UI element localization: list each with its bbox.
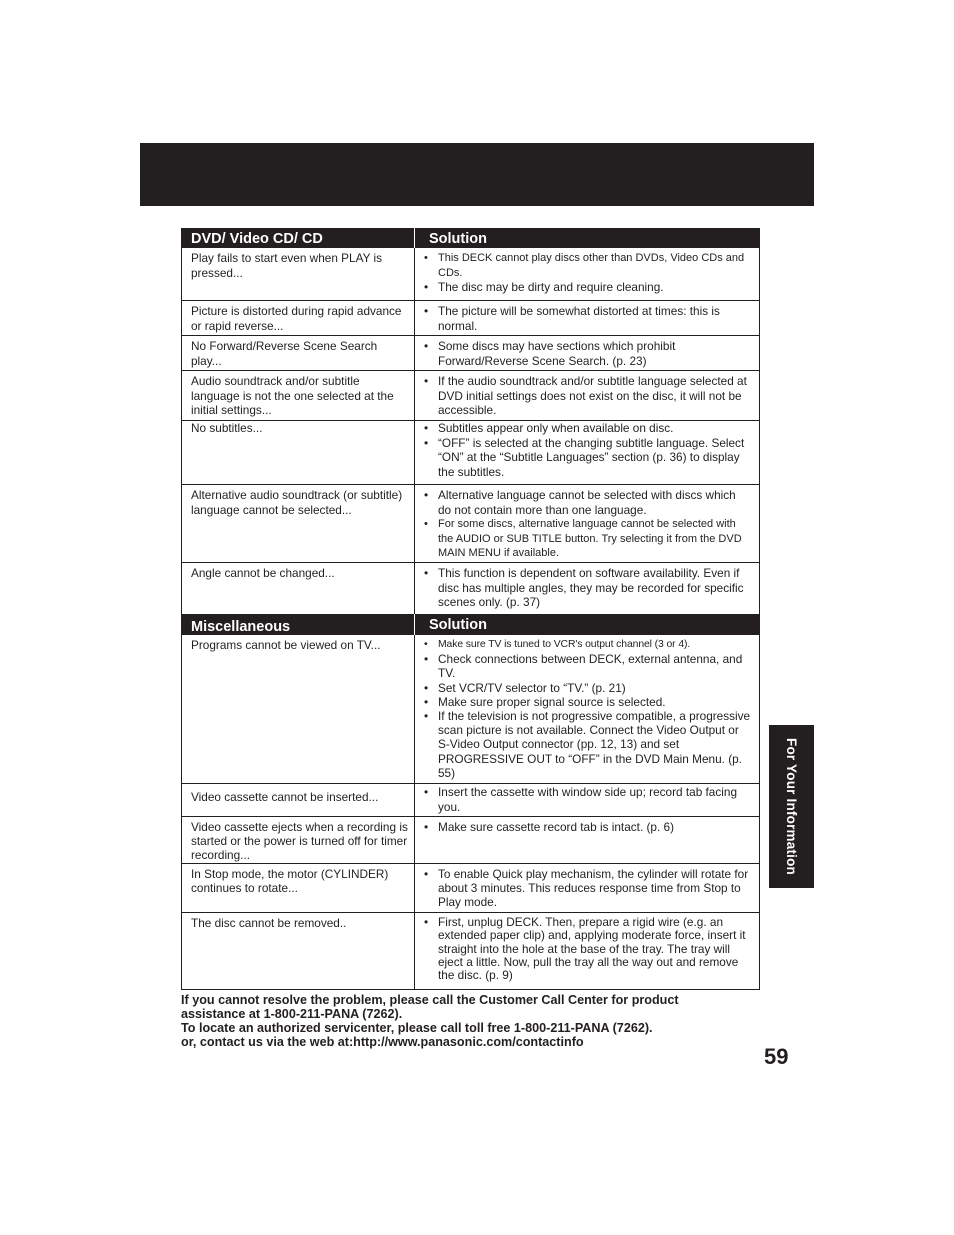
problem-cell: No Forward/Reverse Scene Search play... xyxy=(182,336,415,370)
problem-cell: No subtitles... xyxy=(182,421,415,484)
solution-cell xyxy=(415,301,759,335)
solution-item: • “OFF” is selected at the changing subtitle language. Select “ON” at the “Subtitle Languages” section (p. 36) to display the subtitles. xyxy=(423,436,751,480)
footer-line: assistance at 1-800-211-PANA (7262). xyxy=(181,1007,403,1021)
solution-cell xyxy=(415,485,759,562)
solution-item: • The picture will be somewhat distorted at times: this is normal. xyxy=(423,304,751,333)
solution-cell xyxy=(415,817,759,863)
table-row xyxy=(182,563,759,615)
table-row xyxy=(182,913,759,990)
problem-cell: Video cassette cannot be inserted... xyxy=(182,784,415,816)
solution-cell xyxy=(415,913,759,989)
problem-cell: Play fails to start even when PLAY is pressed... xyxy=(182,248,415,300)
solution-item: • The disc may be dirty and require cleaning. xyxy=(423,280,751,295)
table-row xyxy=(182,784,759,817)
top-banner xyxy=(140,143,814,206)
dvd-table-header xyxy=(182,228,759,248)
solution-item: • Insert the cassette with window side up; record tab facing you. xyxy=(423,785,751,814)
problem-cell: Video cassette ejects when a recording is started or the power is turned off for timer recording... xyxy=(182,817,415,863)
solution-item: • Alternative language cannot be selected with discs which do not contain more than one language. xyxy=(423,488,751,517)
solution-item: • If the audio soundtrack and/or subtitle language selected at DVD initial settings does not exist on the disc, it will not be accessible. xyxy=(423,374,751,418)
solution-item: • Make sure proper signal source is selected. xyxy=(423,695,751,709)
solution-item: • This DECK cannot play discs other than DVDs, Video CDs and CDs. xyxy=(423,251,751,280)
problem-cell: Audio soundtrack and/or subtitle language is not the one selected at the initial settings... xyxy=(182,371,415,420)
table-row xyxy=(182,864,759,913)
solution-cell xyxy=(415,635,759,783)
table-row xyxy=(182,336,759,371)
table-row xyxy=(182,817,759,864)
solution-item: • Make sure cassette record tab is intact. (p. 6) xyxy=(423,820,751,835)
solution-item: • Subtitles appear only when available on disc. xyxy=(423,421,751,436)
table-row xyxy=(182,371,759,421)
side-tab-label: For Your Information xyxy=(784,738,799,875)
solution-item: • To enable Quick play mechanism, the cylinder will rotate for about 3 minutes. This reduces response time from Stop to Play mode. xyxy=(423,867,751,909)
dvd-header-problem: DVD/ Video CD/ CD xyxy=(182,228,415,248)
misc-header-solution: Solution xyxy=(429,616,487,633)
solution-cell xyxy=(415,563,759,615)
table-row xyxy=(182,635,759,784)
footer-line: To locate an authorized servicenter, please call toll free 1-800-211-PANA (7262). xyxy=(181,1021,653,1035)
problem-cell: Picture is distorted during rapid advance or rapid reverse... xyxy=(182,301,415,335)
footer-line: or, contact us via the web at:http://www.panasonic.com/contactinfo xyxy=(181,1035,584,1049)
problem-cell: In Stop mode, the motor (CYLINDER) continues to rotate... xyxy=(182,864,415,912)
problem-cell: Angle cannot be changed... xyxy=(182,563,415,615)
solution-item: • If the television is not progressive compatible, a progressive scan picture is not available. Connect the Video Output or S-Video Output connector (pp. 12, 13) and set PROGRESSIVE OUT to “OFF” in the DVD Main Menu. (p. 55) xyxy=(423,709,751,780)
misc-table-header xyxy=(182,614,759,635)
footer-line: If you cannot resolve the problem, please call the Customer Call Center for product xyxy=(181,993,679,1007)
dvd-troubleshooting-table xyxy=(181,228,760,615)
problem-cell: Programs cannot be viewed on TV... xyxy=(182,635,415,783)
misc-troubleshooting-table xyxy=(181,614,760,990)
table-row xyxy=(182,421,759,485)
solution-cell xyxy=(415,421,759,484)
solution-item: • This function is dependent on software availability. Even if disc has multiple angles, they may be recorded for specific scenes only. (p. 37) xyxy=(423,566,751,610)
problem-cell: Alternative audio soundtrack (or subtitle) language cannot be selected... xyxy=(182,485,415,562)
solution-item: • For some discs, alternative language cannot be selected with the AUDIO or SUB TITLE button. Try selecting it from the DVD MAIN MENU if available. xyxy=(423,517,751,561)
solution-cell xyxy=(415,864,759,912)
solution-item: • Set VCR/TV selector to “TV.” (p. 21) xyxy=(423,681,751,695)
misc-header-problem: Miscellaneous xyxy=(182,614,415,635)
table-row xyxy=(182,485,759,563)
solution-cell xyxy=(415,784,759,816)
solution-cell xyxy=(415,336,759,370)
dvd-header-solution: Solution xyxy=(429,231,487,247)
solution-item: • Some discs may have sections which prohibit Forward/Reverse Scene Search. (p. 23) xyxy=(423,339,751,368)
page-number: 59 xyxy=(764,1044,789,1069)
footer-contact-info xyxy=(181,993,781,1049)
solution-item: • Check connections between DECK, external antenna, and TV. xyxy=(423,652,751,680)
table-row xyxy=(182,301,759,336)
problem-cell: The disc cannot be removed.. xyxy=(182,913,415,989)
solution-item: • Make sure TV is tuned to VCR's output channel (3 or 4). xyxy=(423,638,751,652)
solution-cell xyxy=(415,371,759,420)
section-side-tab xyxy=(769,725,814,888)
solution-item: • First, unplug DECK. Then, prepare a rigid wire (e.g. an extended paper clip) and, applying moderate force, insert it straight into the hole at the base of the tray. The tray will eject a little. Now, pull the tray all the way out and remove the disc. (p. 9) xyxy=(423,916,751,982)
table-row xyxy=(182,248,759,301)
solution-cell xyxy=(415,248,759,300)
